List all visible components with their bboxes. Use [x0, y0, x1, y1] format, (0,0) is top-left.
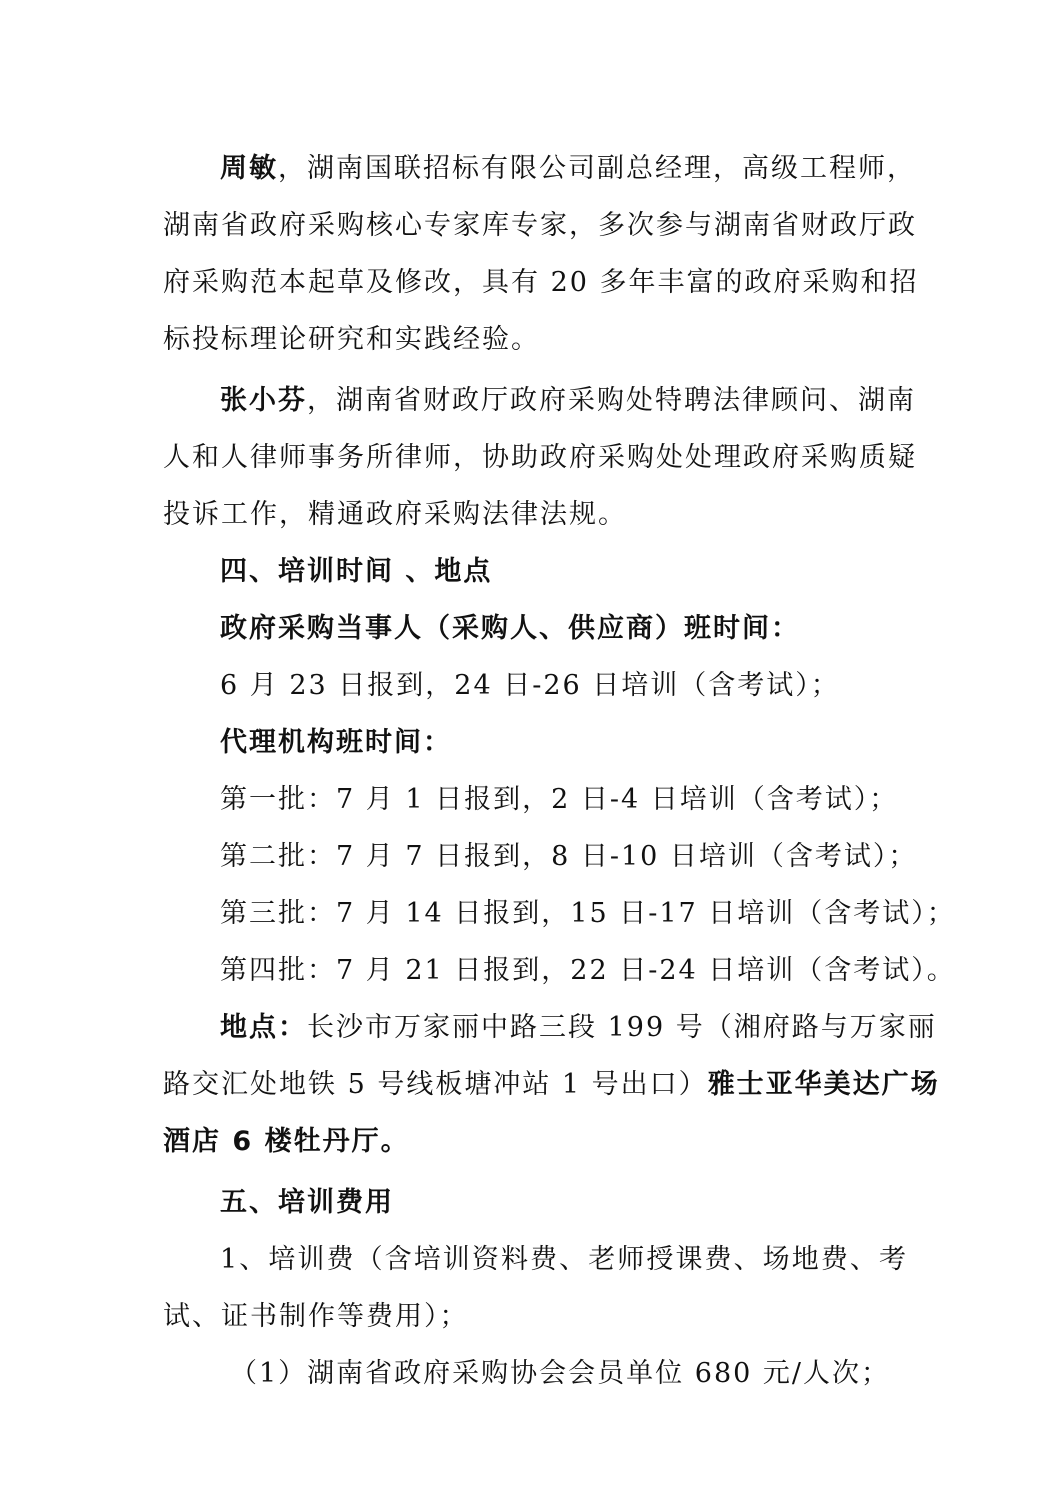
location-line-2: [163, 1056, 940, 1113]
location-line-1: [163, 999, 937, 1056]
party-class-heading: 政府采购当事人（采购人、供应商）班时间：: [220, 613, 800, 644]
bio-zhou-line-1: [163, 140, 916, 197]
bio-zhang-name: 张小芬: [220, 385, 307, 416]
location-text-2: 路交汇处地铁 5 号线板塘冲站 1 号出口）: [163, 1069, 708, 1100]
bio-zhang-text-1: ，湖南省财政厅政府采购处特聘法律顾问、湖南: [307, 385, 916, 416]
batch-1: 第一批：7 月 1 日报到，2 日-4 日培训（含考试）；: [220, 784, 899, 815]
location-line-3: 酒店 6 楼牡丹厅。: [163, 1126, 410, 1157]
batch-3: 第三批：7 月 14 日报到，15 日-17 日培训（含考试）；: [220, 898, 956, 929]
bio-zhou-line-3: 府采购范本起草及修改，具有 20 多年丰富的政府采购和招: [163, 267, 919, 298]
bio-zhou-text-1: ，湖南国联招标有限公司副总经理，高级工程师，: [278, 153, 916, 184]
bio-zhang-line-3: 投诉工作，精通政府采购法律法规。: [163, 499, 627, 530]
bio-zhang-line-2: 人和人律师事务所律师，协助政府采购处处理政府采购质疑: [163, 442, 917, 473]
bio-zhang-line-1: [163, 372, 916, 429]
fee-item-1-line-1: 1、培训费（含培训资料费、老师授课费、场地费、考: [220, 1244, 908, 1275]
fee-item-1-line-2: 试、证书制作等费用）；: [163, 1301, 469, 1332]
document-body: [163, 140, 956, 1402]
bio-zhou-line-4: 标投标理论研究和实践经验。: [163, 324, 540, 355]
section-4-heading: 四、培训时间 、地点: [220, 556, 493, 587]
bio-zhou-name: 周敏: [220, 153, 278, 184]
location-text-1: 长沙市万家丽中路三段 199 号（湘府路与万家丽: [307, 1012, 937, 1043]
party-class-schedule: 6 月 23 日报到，24 日-26 日培训（含考试）；: [220, 670, 840, 701]
bio-zhou-line-2: 湖南省政府采购核心专家库专家，多次参与湖南省财政厅政: [163, 210, 917, 241]
section-5-heading: 五、培训费用: [220, 1187, 394, 1218]
fee-item-1-sub-1: （1）湖南省政府采购协会会员单位 680 元/人次；: [230, 1358, 890, 1389]
batch-2: 第二批：7 月 7 日报到，8 日-10 日培训（含考试）；: [220, 841, 918, 872]
batch-4: 第四批：7 月 21 日报到，22 日-24 日培训（含考试）。: [220, 955, 956, 986]
hotel-name: 雅士亚华美达广场: [707, 1069, 940, 1100]
agency-class-heading: 代理机构班时间：: [220, 727, 452, 758]
location-label: 地点：: [220, 1012, 307, 1043]
